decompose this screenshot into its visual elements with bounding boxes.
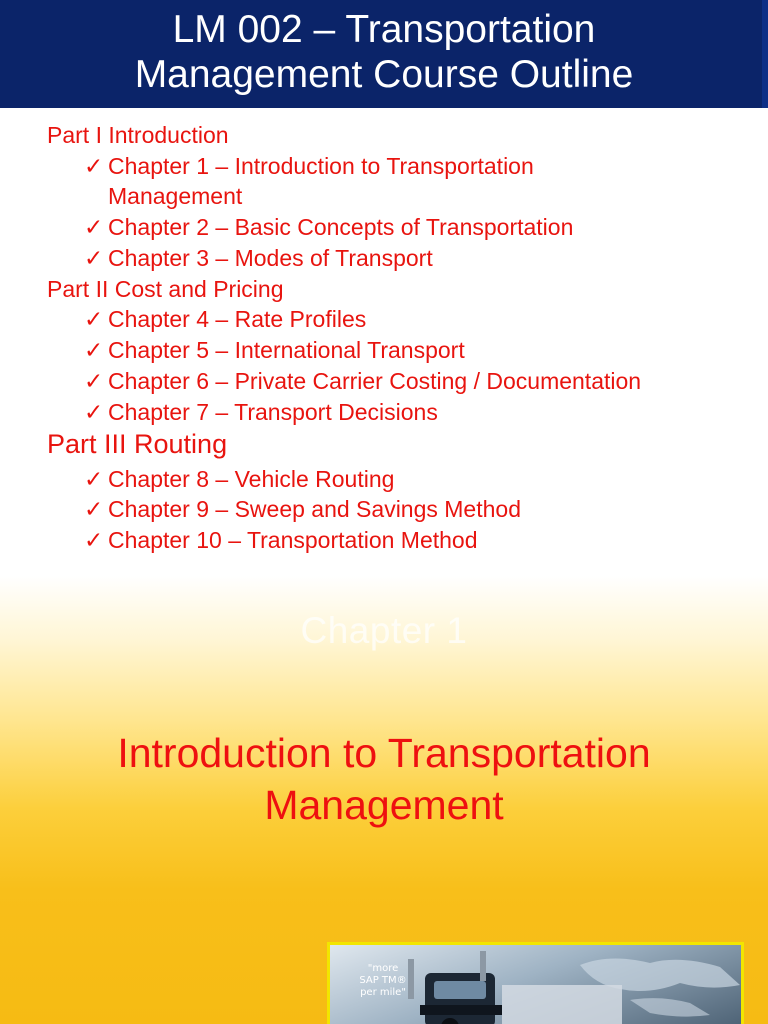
chapter-item [84,244,433,272]
chapter-item [84,152,534,180]
chapter-label: Chapter 4 – Rate Profiles [108,306,367,332]
promo-quote-line: "more [367,963,399,974]
chapter-item [84,465,394,493]
part-heading: Part III Routing [47,429,228,459]
checkmark-icon: ✓ [84,527,104,553]
checkmark-icon: ✓ [84,337,104,363]
chapter-item [84,305,366,333]
chapter-label: Chapter 8 – Vehicle Routing [108,466,395,492]
chapter-item [84,367,641,395]
slide-title-line-2: Management Course Outline [134,53,634,96]
promo-thumbnail [327,942,744,1024]
promo-quote [352,963,414,999]
chapter-title-line-1: Introduction to Transportation [117,730,651,776]
chapter-label: Chapter 7 – Transport Decisions [108,399,438,425]
promo-quote-line: per mile" [360,987,406,998]
checkmark-icon: ✓ [84,466,104,492]
part-heading: Part II Cost and Pricing [47,276,284,302]
chapter-label: Chapter 5 – International Transport [108,337,465,363]
chapter-item [84,526,478,554]
checkmark-icon: ✓ [84,496,104,522]
chapter-label: Chapter 9 – Sweep and Savings Method [108,496,521,522]
chapter-title-line-2: Management [264,782,504,828]
chapter-label: Chapter 3 – Modes of Transport [108,245,433,271]
promo-quote-line: SAP TM® [359,975,407,986]
checkmark-icon: ✓ [84,245,104,271]
checkmark-icon: ✓ [84,214,104,240]
checkmark-icon: ✓ [84,368,104,394]
checkmark-icon: ✓ [84,306,104,332]
chapter-number-watermark: Chapter 1 [300,610,468,651]
chapter-label: Chapter 2 – Basic Concepts of Transportation [108,214,574,240]
chapter-label-continuation: Management [108,183,243,209]
chapter-item [84,336,465,364]
chapter-label: Chapter 1 – Introduction to Transportation [108,153,534,179]
checkmark-icon: ✓ [84,153,104,179]
chapter-item [84,213,573,241]
chapter-item [84,495,521,523]
chapter-title [0,727,768,831]
chapter-label: Chapter 6 – Private Carrier Costing / Documentation [108,368,642,394]
chapter-item [84,398,438,426]
chapter-label: Chapter 10 – Transportation Method [108,527,478,553]
checkmark-icon: ✓ [84,399,104,425]
part-heading: Part I Introduction [47,122,229,148]
slide-title-line-1: LM 002 – Transportation [172,8,596,51]
